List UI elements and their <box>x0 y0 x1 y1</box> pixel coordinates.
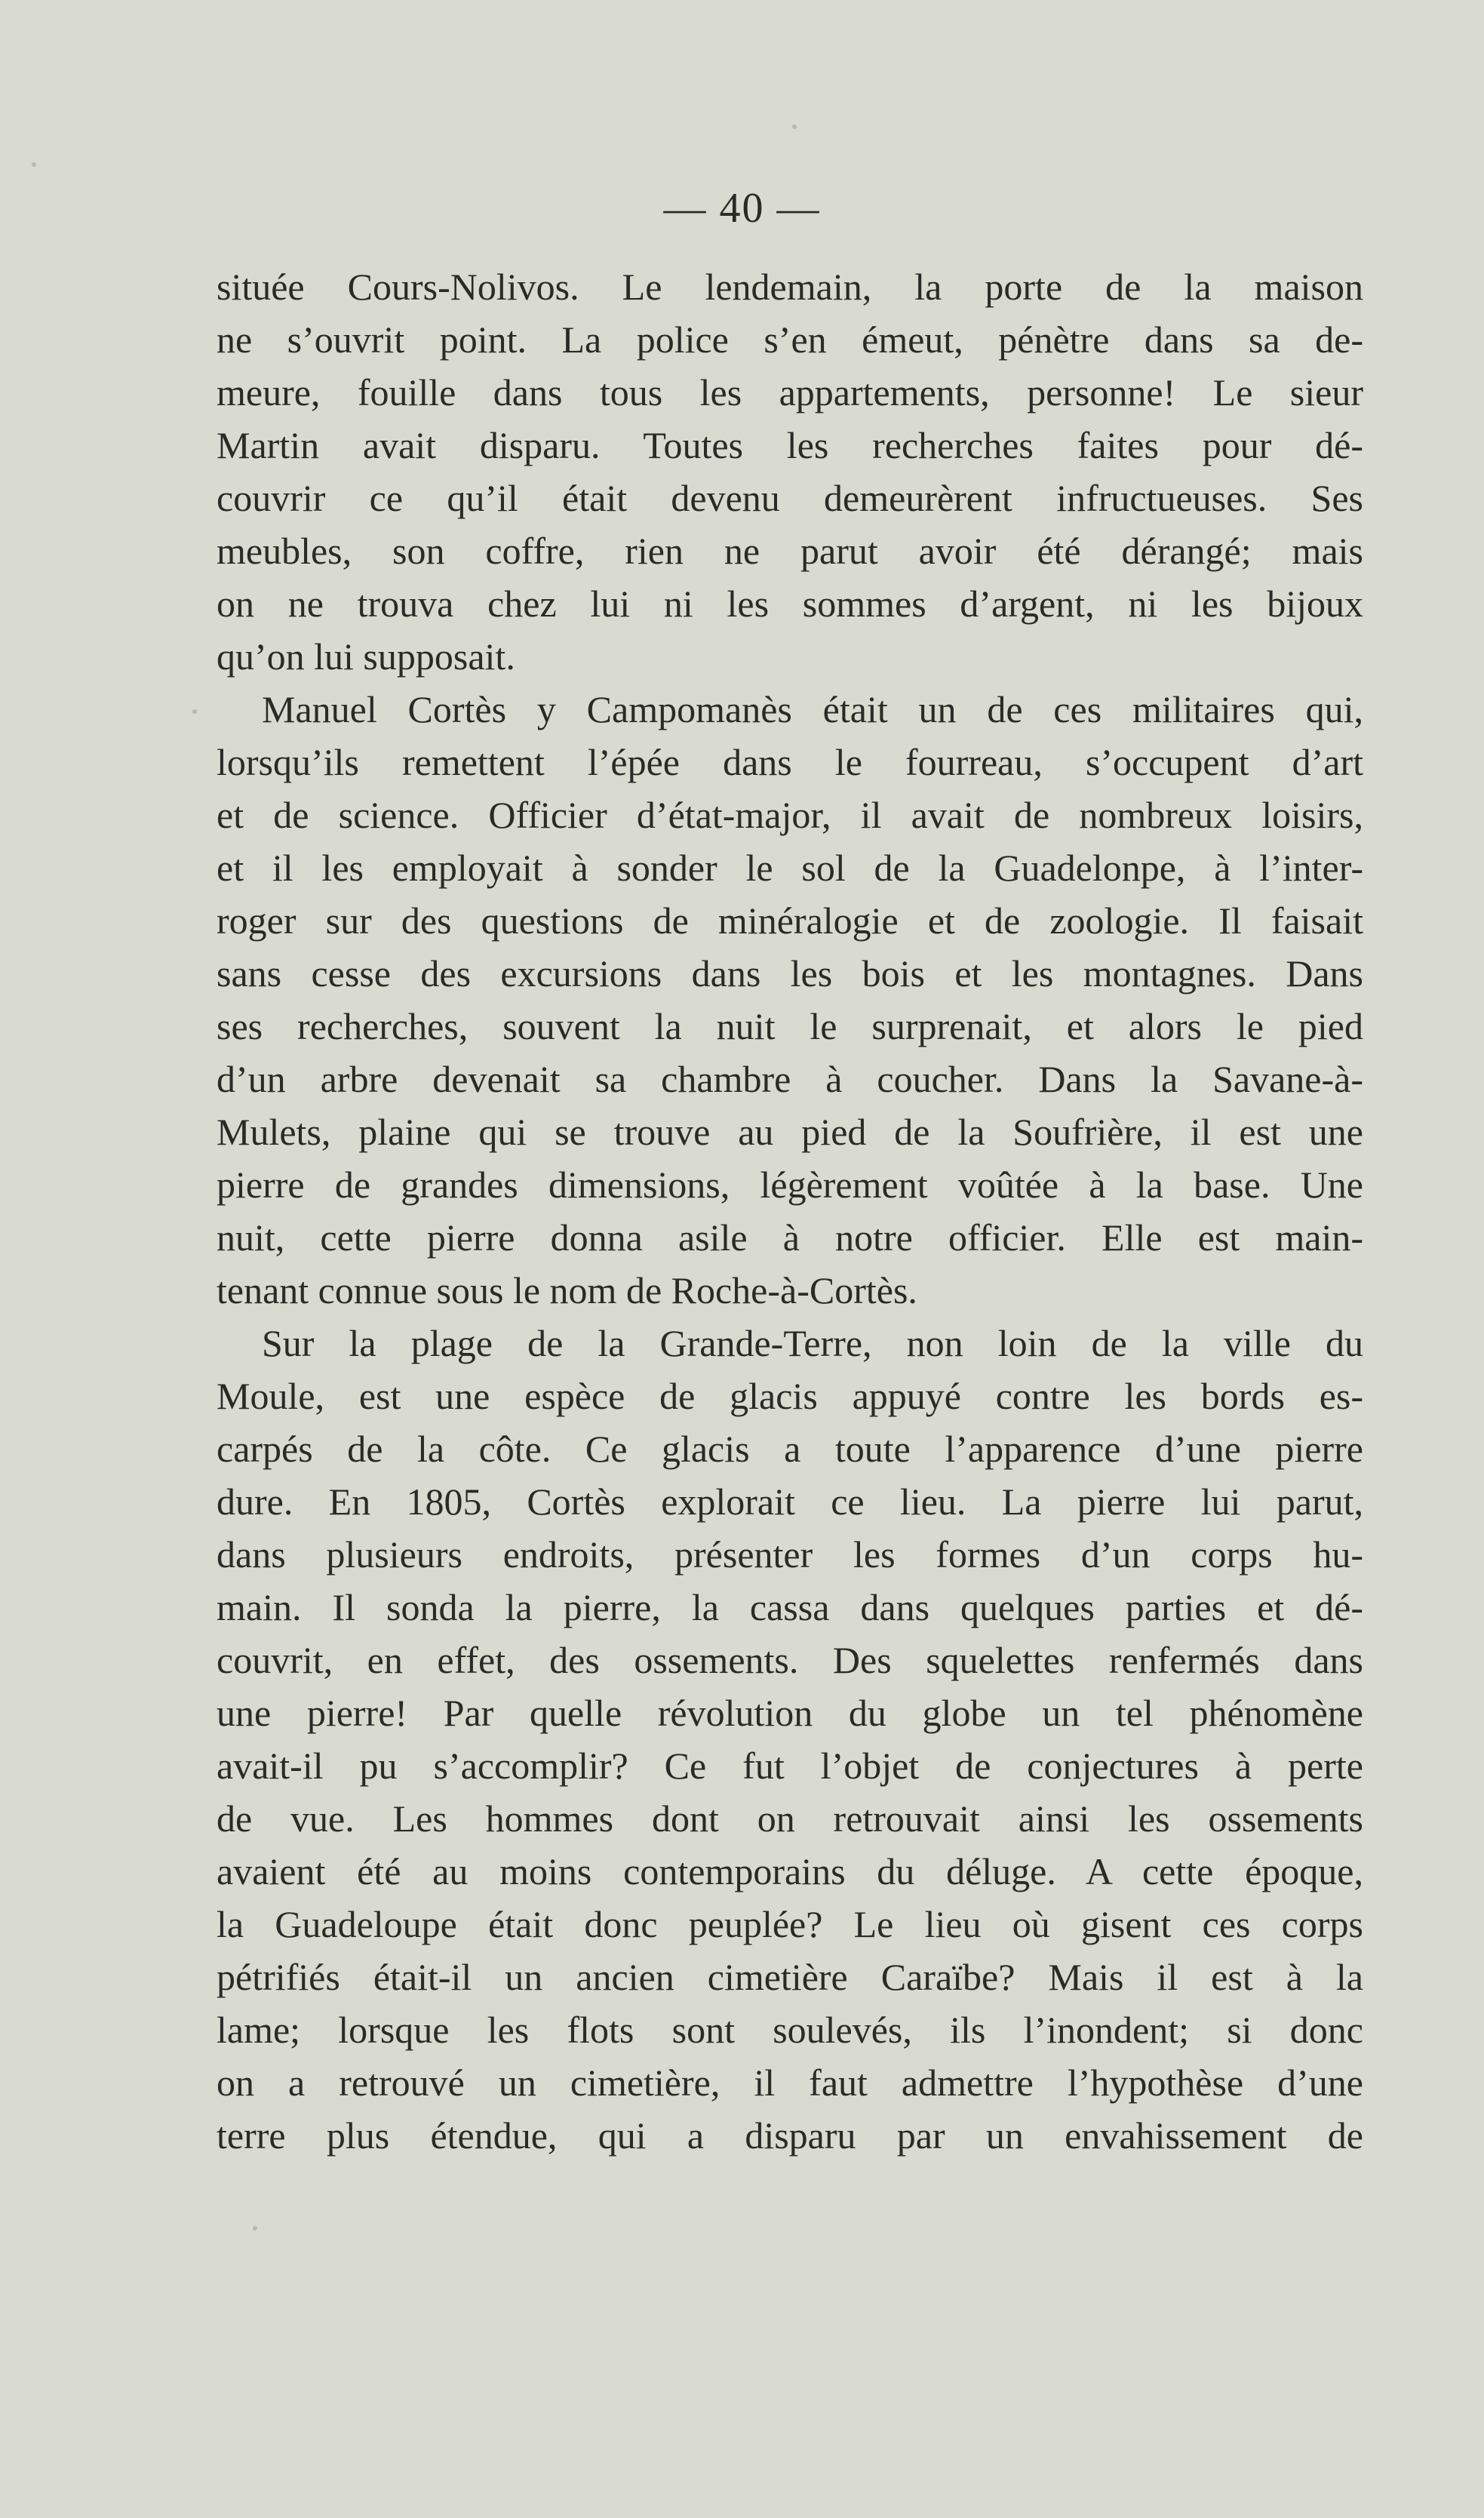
text-line: avaient été au moins contemporains du déluge. A cette époque, <box>217 1850 1363 1892</box>
text-line: et de science. Officier d’état-major, il avait de nombreux loisirs, <box>217 794 1363 836</box>
paper-speck <box>253 2226 257 2231</box>
paragraph <box>217 1317 1363 2162</box>
text-line: tenant connue sous le nom de Roche-à-Cortès. <box>217 1269 917 1311</box>
text-line: roger sur des questions de minéralogie et de zoologie. Il faisait <box>217 899 1363 942</box>
text-line: carpés de la côte. Ce glacis a toute l’apparence d’une pierre <box>217 1428 1363 1470</box>
text-line: sans cesse des excursions dans les bois et les montagnes. Dans <box>217 952 1363 995</box>
text-line: meure, fouille dans tous les appartements, personne! Le sieur <box>217 371 1363 414</box>
text-line: meubles, son coffre, rien ne parut avoir été dérangé; mais <box>217 530 1363 572</box>
paragraph <box>217 260 1363 683</box>
text-line: Mulets, plaine qui se trouve au pied de la Soufrière, il est une <box>217 1111 1363 1153</box>
text-line: avait-il pu s’accomplir? Ce fut l’objet de conjectures à perte <box>217 1745 1363 1787</box>
text-line: Sur la plage de la Grande-Terre, non loin de la ville du <box>262 1322 1363 1364</box>
text-line: pétrifiés était-il un ancien cimetière Caraïbe? Mais il est à la <box>217 1956 1363 1998</box>
text-line: Martin avait disparu. Toutes les recherches faites pour dé- <box>217 424 1363 466</box>
text-line: et il les employait à sonder le sol de la Guadelonpe, à l’inter- <box>217 847 1363 889</box>
text-line: Manuel Cortès y Campomanès était un de ces militaires qui, <box>262 688 1363 730</box>
body-text <box>217 260 1363 2162</box>
text-line: la Guadeloupe était donc peuplée? Le lieu où gisent ces corps <box>217 1903 1363 1945</box>
text-line: située Cours-Nolivos. Le lendemain, la porte de la maison <box>217 266 1363 308</box>
text-line: ne s’ouvrit point. La police s’en émeut, pénètre dans sa de- <box>217 318 1363 361</box>
paragraph <box>217 683 1363 1317</box>
text-line: Moule, est une espèce de glacis appuyé contre les bords es- <box>217 1375 1363 1417</box>
page-number: — 40 — <box>663 185 821 232</box>
text-line: une pierre! Par quelle révolution du globe un tel phénomène <box>217 1692 1363 1734</box>
text-line: pierre de grandes dimensions, légèrement voûtée à la base. Une <box>217 1164 1363 1206</box>
text-line: main. Il sonda la pierre, la cassa dans quelques parties et dé- <box>217 1586 1363 1628</box>
text-line: couvrir ce qu’il était devenu demeurèrent infructueuses. Ses <box>217 477 1363 519</box>
paper-speck <box>792 125 797 129</box>
text-line: dans plusieurs endroits, présenter les formes d’un corps hu- <box>217 1533 1363 1576</box>
text-line: lame; lorsque les flots sont soulevés, ils l’inondent; si donc <box>217 2009 1363 2051</box>
text-line: couvrit, en effet, des ossements. Des squelettes renfermés dans <box>217 1639 1363 1681</box>
text-line: de vue. Les hommes dont on retrouvait ainsi les ossements <box>217 1797 1363 1840</box>
paper-speck <box>192 709 197 714</box>
text-line: dure. En 1805, Cortès explorait ce lieu. La pierre lui parut, <box>217 1480 1363 1523</box>
text-line: d’un arbre devenait sa chambre à coucher. Dans la Savane-à- <box>217 1058 1363 1100</box>
text-line: lorsqu’ils remettent l’épée dans le fourreau, s’occupent d’art <box>217 741 1363 783</box>
text-line: on ne trouva chez lui ni les sommes d’argent, ni les bijoux <box>217 583 1363 625</box>
text-line: ses recherches, souvent la nuit le surprenait, et alors le pied <box>217 1005 1363 1047</box>
text-line: nuit, cette pierre donna asile à notre officier. Elle est main- <box>217 1216 1363 1259</box>
text-line: on a retrouvé un cimetière, il faut admettre l’hypothèse d’une <box>217 2061 1363 2104</box>
text-line: qu’on lui supposait. <box>217 635 515 678</box>
paper-speck <box>32 162 36 167</box>
text-line: terre plus étendue, qui a disparu par un envahissement de <box>217 2114 1363 2157</box>
